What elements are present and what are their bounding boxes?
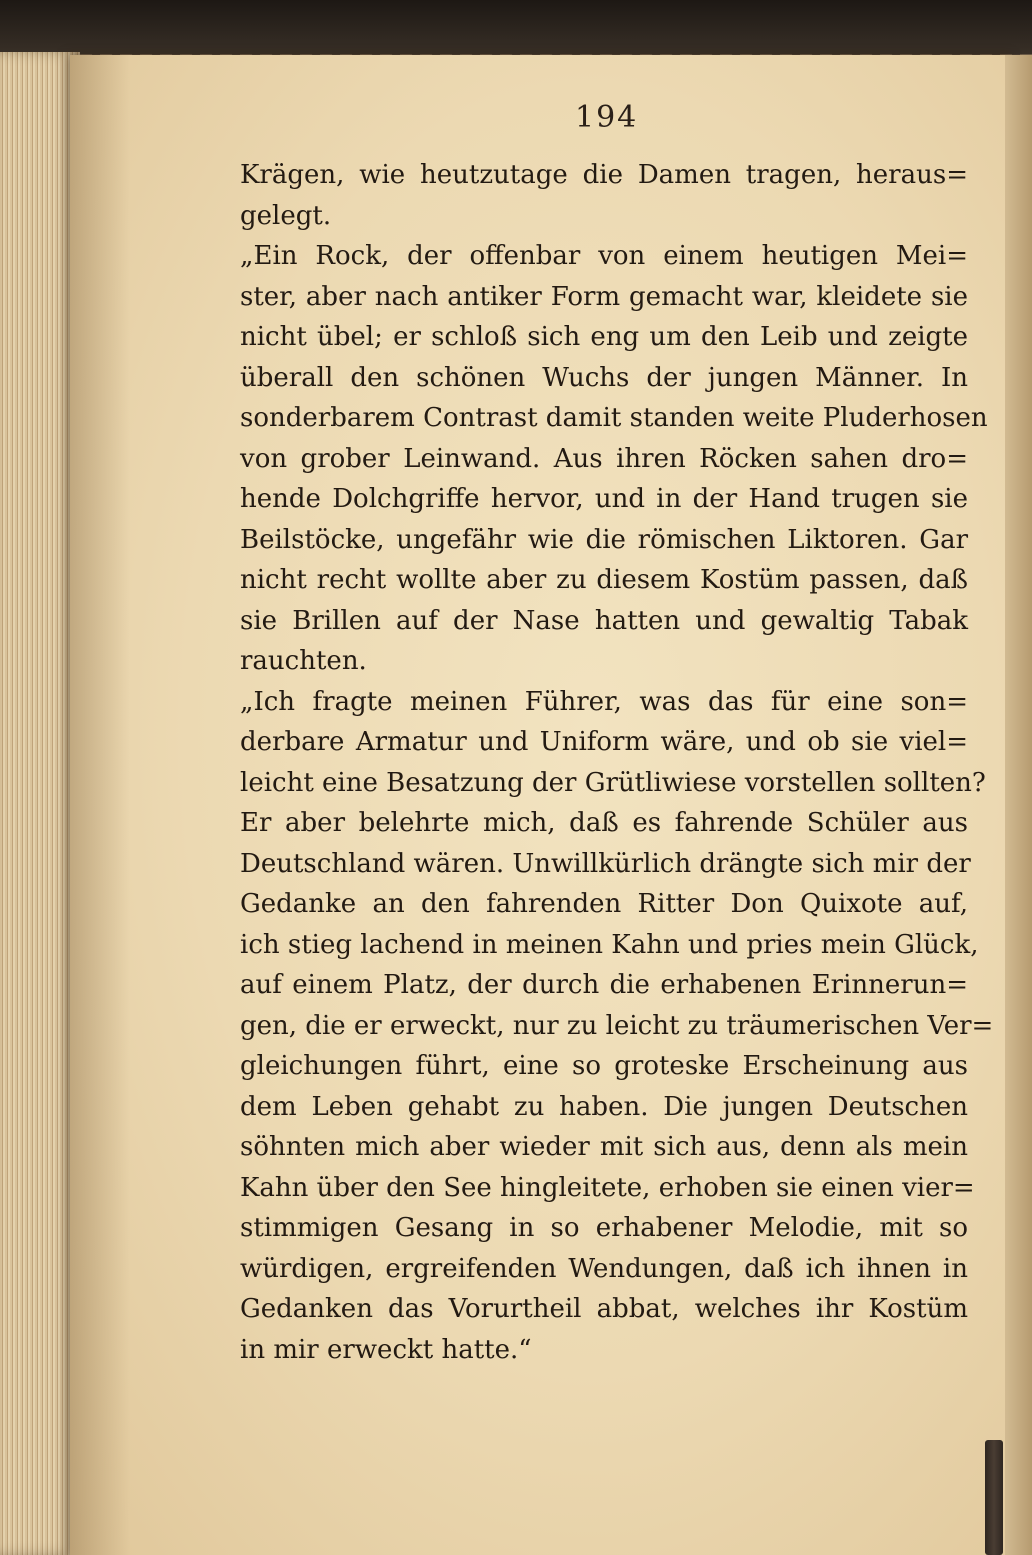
- text-line: nicht übel; er schloß sich eng um den Leib und zeigte: [240, 322, 968, 352]
- text-line: Gedanke an den fahrenden Ritter Don Quixote auf,: [240, 889, 968, 919]
- text-line: nicht recht wollte aber zu diesem Kostüm passen, daß: [240, 565, 968, 595]
- page-number: 194: [575, 100, 639, 135]
- text-line: „Ich fragte meinen Führer, was das für eine son=: [240, 686, 968, 717]
- bookmark-ribbon: [985, 1440, 1003, 1555]
- text-line: sonderbarem Contrast damit standen weite Pluderhosen: [240, 403, 988, 433]
- book-top-background: [0, 0, 1032, 58]
- text-line: auf einem Platz, der durch die erhabenen Erinnerun=: [240, 970, 968, 1000]
- text-line: Beilstöcke, ungefähr wie die römischen Liktoren. Gar: [240, 524, 968, 555]
- text-line: hende Dolchgriffe hervor, und in der Hand trugen sie: [240, 484, 968, 514]
- text-line: ich stieg lachend in meinen Kahn und pries mein Glück,: [240, 929, 979, 960]
- text-line: ster, aber nach antiker Form gemacht war, kleidete sie: [240, 281, 968, 312]
- text-line: würdigen, ergreifenden Wendungen, daß ich ihnen in: [240, 1253, 968, 1284]
- text-line: söhnten mich aber wieder mit sich aus, denn als mein: [240, 1132, 968, 1162]
- page-stack-edge: [0, 52, 80, 1555]
- text-line: von grober Leinwand. Aus ihren Röcken sahen dro=: [240, 443, 968, 474]
- text-line: „Ein Rock, der offenbar von einem heutigen Mei=: [240, 241, 968, 271]
- text-line: in mir erweckt hatte.“: [240, 1334, 532, 1365]
- text-line: sie Brillen auf der Nase hatten und gewaltig Tabak: [240, 605, 968, 636]
- text-line: überall den schönen Wuchs der jungen Männer. In: [240, 362, 968, 393]
- text-line: Kahn über den See hingleitete, erhoben sie einen vier=: [240, 1172, 975, 1203]
- text-line: dem Leben gehabt zu haben. Die jungen Deutschen: [240, 1091, 968, 1122]
- body-text: [240, 155, 994, 1370]
- text-line: gen, die er erweckt, nur zu leicht zu träumerischen Ver=: [240, 1010, 994, 1041]
- text-line: Krägen, wie heutzutage die Damen tragen, heraus=: [240, 160, 968, 190]
- text-line: stimmigen Gesang in so erhabener Melodie, mit so: [240, 1213, 968, 1243]
- text-line: Deutschland wären. Unwillkürlich drängte sich mir der: [240, 848, 971, 879]
- text-line: leicht eine Besatzung der Grütliwiese vorstellen sollten?: [240, 767, 986, 798]
- text-line: Er aber belehrte mich, daß es fahrende Schüler aus: [240, 808, 968, 838]
- text-line: Gedanken das Vorurtheil abbat, welches ihr Kostüm: [240, 1294, 968, 1324]
- text-line: gelegt.: [240, 200, 332, 231]
- text-line: derbare Armatur und Uniform wäre, und ob sie viel=: [240, 727, 968, 757]
- text-line: rauchten.: [240, 646, 367, 676]
- text-line: gleichungen führt, eine so groteske Erscheinung aus: [240, 1051, 968, 1081]
- page-right-edge: [1005, 55, 1032, 1555]
